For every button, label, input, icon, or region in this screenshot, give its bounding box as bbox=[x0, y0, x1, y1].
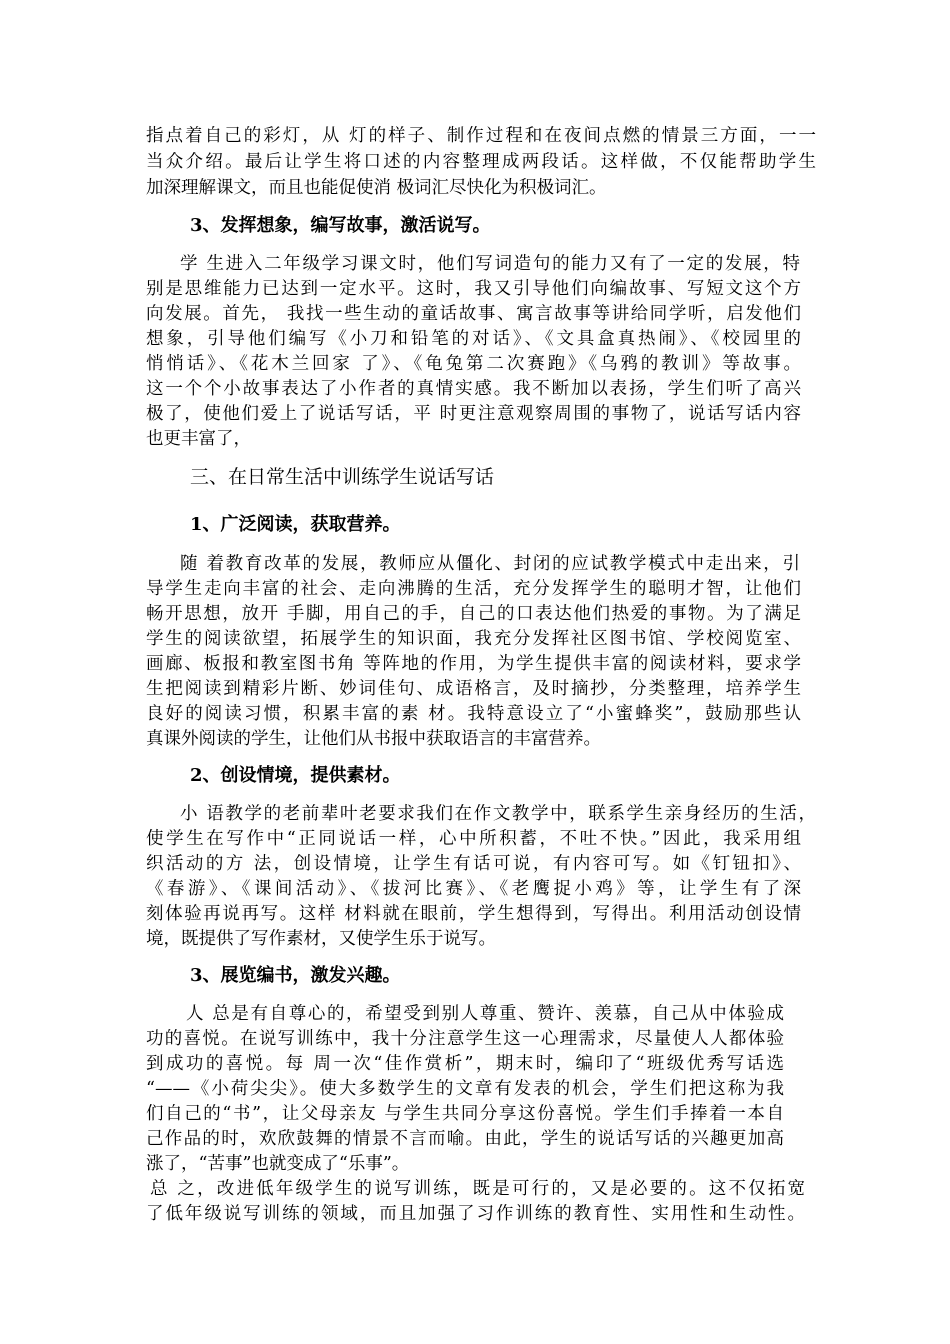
paragraph-line: 加深理解课文，而且也能促使消 极词汇尽快化为积极词汇。 bbox=[146, 178, 607, 198]
paragraph-line: 指点着自己的彩灯，从 灯的样子、制作过程和在夜间点燃的情景三方面，一一 bbox=[146, 126, 816, 146]
paragraph-line: 学 生进入二年级学习课文时，他们写词造句的能力又有了一定的发展，特 bbox=[180, 254, 800, 274]
paragraph-line: 《春游》、《课间活动》、《拔河比赛》、《老鹰捉小鸡》等，让学生有了深 bbox=[146, 879, 801, 899]
paragraph-line: 总 之，改进低年级学生的说写训练，既是可行的，又是必要的。这不仅拓宽 bbox=[150, 1179, 805, 1199]
paragraph-line: 随 着教育改革的发展，教师应从僵化、封闭的应试教学模式中走出来，引 bbox=[180, 554, 800, 574]
paragraph-line: “——《小荷尖尖》。使大多数学生的文章有发表的机会，学生们把这称为我 bbox=[146, 1079, 784, 1099]
paragraph-line: 也更丰富了， bbox=[146, 429, 251, 449]
paragraph-line: 织活动的方 法，创设情境，让学生有话可说，有内容可写。如《钉钮扣》、 bbox=[146, 854, 801, 874]
section-heading: 3、展览编书，激发兴趣。 bbox=[190, 965, 401, 986]
paragraph-line: 画廊、板报和教室图书角 等阵地的作用，为学生提供丰富的阅读材料，要求学 bbox=[146, 654, 801, 674]
paragraph-line: 使学生在写作中“正同说话一样，心中所积蓄，不吐不快。”因此，我采用组 bbox=[146, 829, 801, 849]
paragraph-line: 己作品的时，欢欣鼓舞的情景不言而喻。由此，学生的说话写话的兴趣更加高 bbox=[146, 1129, 784, 1149]
section-heading: 2、创设情境，提供素材。 bbox=[190, 765, 401, 786]
paragraph-line: 悄悄话》、《花木兰回家 了》、《龟兔第二次赛跑》《乌鸦的教训》等故事。 bbox=[146, 354, 801, 374]
paragraph-line: 真课外阅读的学生，让他们从书报中获取语言的丰富营养。 bbox=[146, 729, 601, 749]
paragraph-line: 导学生走向丰富的社会、走向沸腾的生活，充分发挥学生的聪明才智，让他们 bbox=[146, 579, 801, 599]
paragraph-line: 功的喜悦。在说写训练中，我十分注意学生这一心理需求，尽量使人人都体验 bbox=[146, 1029, 784, 1049]
paragraph-line: 别是思维能力已达到一定水平。这时，我又引导他们向编故事、写短文这个方 bbox=[146, 279, 801, 299]
paragraph-line: 当众介绍。最后让学生将口述的内容整理成两段话。这样做，不仅能帮助学生 bbox=[146, 152, 816, 172]
paragraph-line: 良好的阅读习惯，积累丰富的素 材。我特意设立了“小蜜蜂奖”，鼓励那些认 bbox=[146, 704, 801, 724]
paragraph-line: 人 总是有自尊心的，希望受到别人尊重、赞许、羡慕，自己从中体验成 bbox=[186, 1004, 784, 1024]
paragraph-line: 生把阅读到精彩片断、妙词佳句、成语格言，及时摘抄，分类整理，培养学生 bbox=[146, 679, 801, 699]
paragraph-line: 境，既提供了写作素材，又使学生乐于说写。 bbox=[146, 929, 496, 949]
paragraph-line: 畅开思想，放开 手脚，用自己的手，自己的口表达他们热爱的事物。为了满足 bbox=[146, 604, 801, 624]
paragraph-line: 极了，使他们爱上了说话写话，平 时更注意观察周围的事物了，说话写话内容 bbox=[146, 404, 801, 424]
section-heading: 3、发挥想象，编写故事，激活说写。 bbox=[190, 215, 491, 236]
paragraph-line: 刻体验再说再写。这样 材料就在眼前，学生想得到，写得出。利用活动创设情 bbox=[146, 904, 801, 924]
section-heading: 1、广泛阅读，获取营养。 bbox=[190, 514, 401, 535]
paragraph-line: 了低年级说写训练的领域，而且加强了习作训练的教育性、实用性和生动性。 bbox=[146, 1204, 805, 1224]
paragraph-line: 学生的阅读欲望，拓展学生的知识面，我充分发挥社区图书馆、学校阅览室、 bbox=[146, 629, 801, 649]
paragraph-line: 向发展。首先， 我找一些生动的童话故事、寓言故事等讲给同学听，启发他们 bbox=[146, 304, 801, 324]
chapter-heading: 三、在日常生活中训练学生说话写话 bbox=[190, 466, 495, 488]
paragraph-line: 们自己的“书”，让父母亲友 与学生共同分享这份喜悦。学生们手捧着一本自 bbox=[146, 1104, 784, 1124]
paragraph-line: 这一个个小故事表达了小作者的真情实感。我不断加以表扬，学生们听了高兴 bbox=[146, 379, 801, 399]
paragraph-line: 到成功的喜悦。每 周一次“佳作赏析”，期末时，编印了“班级优秀写话选 bbox=[146, 1054, 784, 1074]
paragraph-line: 想象，引导他们编写《小刀和铅笔的对话》、《文具盒真热闹》、《校园里的 bbox=[146, 329, 801, 349]
paragraph-line: 小 语教学的老前辈叶老要求我们在作文教学中，联系学生亲身经历的生活， bbox=[180, 804, 816, 824]
paragraph-line: 涨了，“苦事”也就变成了“乐事”。 bbox=[146, 1154, 410, 1174]
